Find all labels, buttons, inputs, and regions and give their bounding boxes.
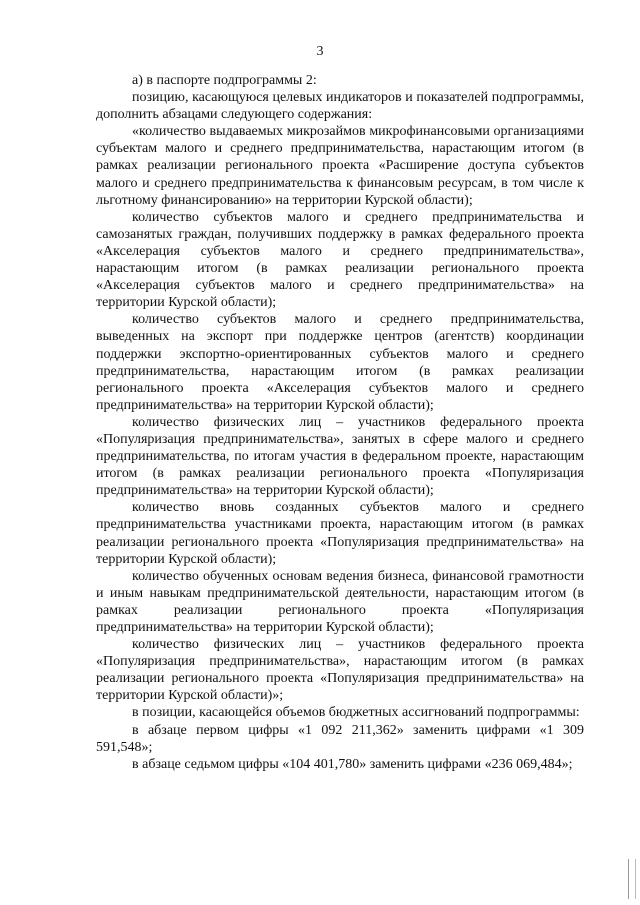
document-body <box>96 72 584 773</box>
paragraph-microloans: «количество выдаваемых микрозаймов микрофинансовыми организациями субъектам малого и среднего предпринимательства, нарастающим итогом (в рамках реализации регионального проекта «Расширение доступа субъектов малого и среднего предпринимательства к финансовым ресурсам, в том числе к льготному финансированию» на территории Курской области); <box>96 124 584 208</box>
paragraph-targets: позицию, касающуюся целевых индикаторов и показателей подпрограммы, дополнить абзацами следующего содержания: <box>96 90 584 123</box>
paragraph-trained: количество обученных основам ведения бизнеса, финансовой грамотности и иным навыкам предпринимательской деятельности, нарастающим итогом (в рамках реализации регионального проекта «Популяризация предпринимательства» на территории Курской области); <box>96 568 584 635</box>
paragraph-acceleration-support: количество субъектов малого и среднего предпринимательства и самозанятых граждан, получивших поддержку в рамках федерального проекта «Акселерация субъектов малого и среднего предпринимательства», нарастающим итогом (в рамках реализации регионального проекта «Акселерация субъектов малого и среднего предпринимательства» на территории Курской области); <box>96 209 584 311</box>
paragraph-seventh-change: в абзаце седьмом цифры «104 401,780» заменить цифрами «236 069,484»; <box>132 756 573 772</box>
paragraph-employed-participants: количество физических лиц – участников федерального проекта «Популяризация предпринимательства», занятых в сфере малого и среднего предпринимательства, по итогам участия в федеральном проекте, нарастающим итогом (в рамках реализации регионального проекта «Популяризация предпринимательства» на территории Курской области); <box>96 414 584 499</box>
paragraph-participants: количество физических лиц – участников федерального проекта «Популяризация предпринимательства», нарастающим итогом (в рамках реализации регионального проекта «Популяризация предпринимательства» на территории Курской области)»; <box>96 637 584 704</box>
paragraph-export: количество субъектов малого и среднего предпринимательства, выведенных на экспорт при поддержке центров (агентств) координации поддержки экспортно-ориентированных субъектов малого и среднего предпринимательства, нарастающим итогом (в рамках реализации регионального проекта «Акселерация субъектов малого и среднего предпринимательства» на территории Курской области); <box>96 312 584 413</box>
page-number: 3 <box>316 44 324 59</box>
scan-edge-mark <box>628 859 636 899</box>
paragraph-intro: а) в паспорте подпрограммы 2: <box>132 73 317 88</box>
paragraph-new-entities: количество вновь созданных субъектов малого и среднего предпринимательства участниками проекта, нарастающим итогом (в рамках реализации регионального проекта «Популяризация предпринимательства» на территории Курской области); <box>96 500 584 567</box>
paragraph-first-change: в абзаце первом цифры «1 092 211,362» заменить цифрами «1 309 591,548»; <box>96 722 584 755</box>
paragraph-budget-position: в позиции, касающейся объемов бюджетных ассигнований подпрограммы: <box>132 705 580 721</box>
